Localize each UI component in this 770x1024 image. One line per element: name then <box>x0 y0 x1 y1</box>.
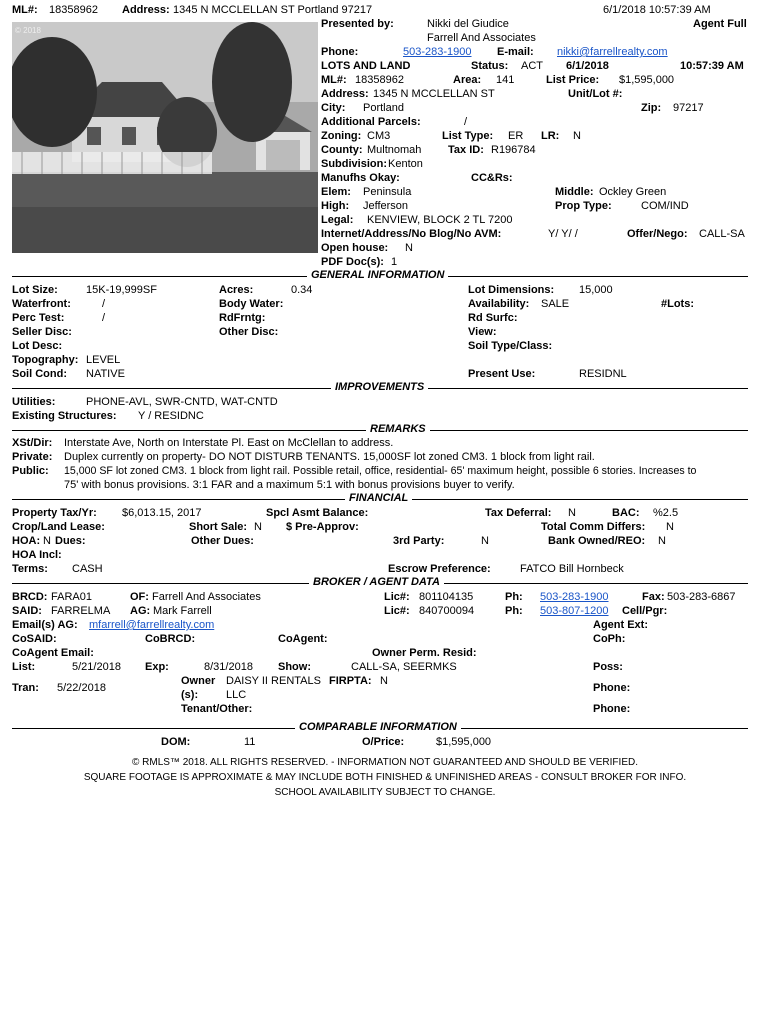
lot-size-value: 15K-19,999SF <box>86 284 157 296</box>
acres-label: Acres: <box>219 284 254 296</box>
offer-value: CALL-SA <box>699 228 745 240</box>
listing-ml-label: ML#: <box>321 74 347 86</box>
legal-value: KENVIEW, BLOCK 2 TL 7200 <box>367 214 513 226</box>
waterfront-value: / <box>102 298 106 310</box>
soil-cond-label: Soil Cond: <box>12 368 67 380</box>
short-sale-value: N <box>254 521 262 533</box>
property-tax-label: Property Tax/Yr: <box>12 507 97 519</box>
seller-disc-label: Seller Disc: <box>12 326 72 338</box>
coagent-email-label: CoAgent Email: <box>12 647 94 659</box>
license2-value: 840700094 <box>419 605 475 617</box>
financial-section-title: FINANCIAL <box>345 492 412 505</box>
license1-label: Lic#: <box>384 591 410 603</box>
ccrs-label: CC&Rs: <box>471 172 513 184</box>
internet-label: Internet/Address/No Blog/No AVM: <box>321 228 502 240</box>
office-label: OF: <box>130 591 149 603</box>
perc-test-value: / <box>102 312 106 324</box>
agent-ext-label: Agent Ext: <box>593 619 648 631</box>
acres-value: 0.34 <box>291 284 313 296</box>
elem-label: Elem: <box>321 186 351 198</box>
comparable-section-title: COMPARABLE INFORMATION <box>295 721 461 734</box>
owner-s-value: LLC <box>226 689 247 701</box>
show-value: CALL-SA, SEERMKS <box>351 661 457 673</box>
view-label: View: <box>468 326 497 338</box>
presenter-role: Agent Full <box>693 18 747 30</box>
rd-surfc-label: Rd Surfc: <box>468 312 518 324</box>
oprice-value: $1,595,000 <box>436 736 492 748</box>
agent-emails-label: Email(s) AG: <box>12 619 78 631</box>
listing-address-label: Address: <box>321 88 369 100</box>
utilities-label: Utilities: <box>12 396 56 408</box>
oprice-label: O/Price: <box>362 736 405 748</box>
tenant-phone-label: Phone: <box>593 703 631 715</box>
owner-s-label: (s): <box>181 689 199 701</box>
listing-type: LOTS AND LAND <box>321 60 411 72</box>
status-time: 10:57:39 AM <box>680 60 744 72</box>
license1-value: 801104135 <box>419 591 474 603</box>
utilities-value: PHONE-AVL, SWR-CNTD, WAT-CNTD <box>86 396 278 408</box>
status-value: ACT <box>521 60 543 72</box>
comm-differs-label: Total Comm Differs: <box>541 521 646 533</box>
list-date-label: List: <box>12 661 36 673</box>
ml-label: ML#: <box>12 4 38 16</box>
tenant-label: Tenant/Other: <box>181 703 253 715</box>
tran-date-value: 5/22/2018 <box>57 682 106 694</box>
coph-label: CoPh: <box>593 633 626 645</box>
lr-label: LR: <box>541 130 560 142</box>
email-label: E-mail: <box>497 46 534 58</box>
lr-value: N <box>573 130 581 142</box>
ml-number: 18358962 <box>49 4 98 16</box>
public-remarks-line1: 15,000 SF lot zoned CM3. 1 block from light rail. Possible retail, office, residential- 65' maximum height, possible 6 stories. Increases to <box>64 465 697 477</box>
existing-structures-label: Existing Structures: <box>12 410 117 422</box>
bank-owned-label: Bank Owned/REO: <box>548 535 646 547</box>
lot-dimensions-value: 15,000 <box>579 284 613 296</box>
hoa-label: HOA: <box>12 535 41 547</box>
tax-id-value: R196784 <box>491 144 536 156</box>
footer-school: SCHOOL AVAILABILITY SUBJECT TO CHANGE. <box>274 787 496 798</box>
xst-value: Interstate Ave, North on Interstate Pl. East on McClellan to address. <box>64 437 394 449</box>
county-label: County: <box>321 144 363 156</box>
broker-section-title: BROKER / AGENT DATA <box>309 576 444 589</box>
third-party-value: N <box>481 535 489 547</box>
agent-label: AG: <box>130 605 151 617</box>
county-value: Multnomah <box>367 144 422 156</box>
listing-ml-value: 18358962 <box>355 74 404 86</box>
list-type-value: ER <box>508 130 524 142</box>
zoning-label: Zoning: <box>321 130 362 142</box>
third-party-label: 3rd Party: <box>393 535 445 547</box>
area-value: 141 <box>496 74 515 86</box>
brcd-label: BRCD: <box>12 591 48 603</box>
cobrcd-label: CoBRCD: <box>145 633 196 645</box>
present-use-label: Present Use: <box>468 368 536 380</box>
phone-link[interactable]: 503-283-1900 <box>403 46 472 58</box>
address-value: 1345 N MCCLELLAN ST Portland 97217 <box>173 4 373 16</box>
middle-label: Middle: <box>555 186 594 198</box>
cell-pgr-label: Cell/Pgr: <box>622 605 668 617</box>
footer-square-footage: SQUARE FOOTAGE IS APPROXIMATE & MAY INCLUDE BOTH FINISHED & UNFINISHED AREAS - CONSULT BROKER FOR INFO. <box>83 772 687 783</box>
comm-differs-value: N <box>666 521 674 533</box>
agent-value: Mark Farrell <box>153 605 212 617</box>
subdivision-label: Subdivision: <box>321 158 387 170</box>
phone1-label: Ph: <box>505 591 523 603</box>
license2-label: Lic#: <box>384 605 410 617</box>
presenter-name: Nikki del Giudice <box>427 18 509 30</box>
internet-value: Y/ Y/ / <box>548 228 578 240</box>
fax-label: Fax: <box>642 591 665 603</box>
private-label: Private: <box>12 451 53 463</box>
brcd-value: FARA01 <box>51 591 92 603</box>
topography-value: LEVEL <box>86 354 121 366</box>
house-image <box>12 22 318 253</box>
area-label: Area: <box>453 74 482 86</box>
status-label: Status: <box>471 60 509 72</box>
lot-size-label: Lot Size: <box>12 284 58 296</box>
lot-desc-label: Lot Desc: <box>12 340 63 352</box>
tax-deferral-value: N <box>568 507 576 519</box>
property-photo <box>12 22 318 253</box>
prop-type-value: COM/IND <box>641 200 689 212</box>
poss-label: Poss: <box>593 661 623 673</box>
additional-parcels-label: Additional Parcels: <box>321 116 421 128</box>
other-dues-label: Other Dues: <box>191 535 254 547</box>
owner-perm-resid-label: Owner Perm. Resid: <box>372 647 477 659</box>
escrow-value: FATCO Bill Hornbeck <box>520 563 624 575</box>
list-type-label: List Type: <box>442 130 494 142</box>
general-section-title: GENERAL INFORMATION <box>307 269 448 282</box>
escrow-label: Escrow Preference: <box>388 563 491 575</box>
other-disc-label: Other Disc: <box>219 326 279 338</box>
address-label: Address: <box>122 4 170 16</box>
exp-date-value: 8/31/2018 <box>204 661 253 673</box>
office-value: Farrell And Associates <box>152 591 261 603</box>
terms-value: CASH <box>72 563 103 575</box>
soil-cond-value: NATIVE <box>86 368 125 380</box>
print-datetime: 6/1/2018 10:57:39 AM <box>603 4 711 16</box>
open-house-label: Open house: <box>321 242 389 254</box>
exp-date-label: Exp: <box>145 661 169 673</box>
private-remarks: Duplex currently on property- DO NOT DISTURB TENANTS. 15,000SF lot zoned CM3. 1 block from light rail. <box>64 451 595 463</box>
present-use-value: RESIDNL <box>579 368 627 380</box>
pdf-value: 1 <box>391 256 398 268</box>
photo-stamp: © 2018 <box>15 26 41 35</box>
office-phone-link[interactable]: 503-283-1900 <box>540 591 609 603</box>
improvements-section-title: IMPROVEMENTS <box>331 381 428 394</box>
firpta-label: FIRPTA: <box>329 675 372 687</box>
lot-dimensions-label: Lot Dimensions: <box>468 284 555 296</box>
agent-email-link[interactable]: mfarrell@farrellrealty.com <box>89 619 215 631</box>
rdfrntg-label: RdFrntg: <box>219 312 266 324</box>
high-value: Jefferson <box>363 200 409 212</box>
xst-label: XSt/Dir: <box>12 437 53 449</box>
firpta-value: N <box>380 675 388 687</box>
zip-value: 97217 <box>673 102 704 114</box>
hoa-value: N <box>43 535 51 547</box>
dues-label: Dues: <box>55 535 86 547</box>
terms-label: Terms: <box>12 563 48 575</box>
city-label: City: <box>321 102 346 114</box>
bank-owned-value: N <box>658 535 666 547</box>
pre-approv-label: $ Pre-Approv: <box>286 521 359 533</box>
listing-address-value: 1345 N MCCLELLAN ST <box>373 88 495 100</box>
waterfront-label: Waterfront: <box>12 298 71 310</box>
email-link[interactable]: nikki@farrellrealty.com <box>557 46 668 58</box>
coagent-label: CoAgent: <box>278 633 328 645</box>
said-value: FARRELMA <box>51 605 111 617</box>
city-value: Portland <box>363 102 404 114</box>
spcl-asmt-label: Spcl Asmt Balance: <box>266 507 369 519</box>
perc-test-label: Perc Test: <box>12 312 65 324</box>
said-label: SAID: <box>12 605 42 617</box>
phone-label: Phone: <box>321 46 359 58</box>
phone2-label: Ph: <box>505 605 523 617</box>
property-tax-value: $6,013.15, 2017 <box>122 507 202 519</box>
public-remarks-line2: 75' with bonus provisions. 3:1 FAR and a maximum 5:1 with bonus provisions buyer to verify. <box>64 479 515 491</box>
presented-by-label: Presented by: <box>321 18 394 30</box>
bac-value: %2.5 <box>653 507 679 519</box>
existing-structures-value: Y / RESIDNC <box>138 410 204 422</box>
legal-label: Legal: <box>321 214 354 226</box>
remarks-section-title: REMARKS <box>366 423 430 436</box>
tran-date-label: Tran: <box>12 682 39 694</box>
lots-label: #Lots: <box>661 298 694 310</box>
owner-phone-label: Phone: <box>593 682 631 694</box>
list-price-label: List Price: <box>546 74 600 86</box>
owner-value: DAISY II RENTALS <box>226 675 321 687</box>
topography-label: Topography: <box>12 354 79 366</box>
owner-label: Owner <box>181 675 216 687</box>
pdf-label: PDF Doc(s): <box>321 256 384 268</box>
list-price-value: $1,595,000 <box>619 74 675 86</box>
footer-copyright: © RMLS™ 2018. ALL RIGHTS RESERVED. - INFORMATION NOT GUARANTEED AND SHOULD BE VERIFIED. <box>132 757 638 768</box>
tax-deferral-label: Tax Deferral: <box>485 507 552 519</box>
status-date: 6/1/2018 <box>566 60 609 72</box>
body-water-label: Body Water: <box>219 298 284 310</box>
dom-value: 11 <box>244 736 256 748</box>
tax-id-label: Tax ID: <box>448 144 484 156</box>
hoa-incl-label: HOA Incl: <box>12 549 62 561</box>
short-sale-label: Short Sale: <box>189 521 248 533</box>
show-label: Show: <box>278 661 311 673</box>
cosaid-label: CoSAID: <box>12 633 57 645</box>
list-date-value: 5/21/2018 <box>72 661 121 673</box>
bac-label: BAC: <box>612 507 640 519</box>
manufhs-label: Manufhs Okay: <box>321 172 400 184</box>
high-label: High: <box>321 200 350 212</box>
additional-parcels-value: / <box>464 116 468 128</box>
availability-label: Availability: <box>468 298 530 310</box>
offer-label: Offer/Nego: <box>627 228 688 240</box>
crop-lease-label: Crop/Land Lease: <box>12 521 105 533</box>
zip-label: Zip: <box>641 102 662 114</box>
presenter-company: Farrell And Associates <box>427 32 536 44</box>
zoning-value: CM3 <box>367 130 391 142</box>
subdivision-value: Kenton <box>388 158 423 170</box>
middle-value: Ockley Green <box>599 186 667 198</box>
dom-label: DOM: <box>161 736 191 748</box>
availability-value: SALE <box>541 298 570 310</box>
open-house-value: N <box>405 242 413 254</box>
prop-type-label: Prop Type: <box>555 200 612 212</box>
soil-type-label: Soil Type/Class: <box>468 340 553 352</box>
public-label: Public: <box>12 465 49 477</box>
agent-phone-link[interactable]: 503-807-1200 <box>540 605 609 617</box>
elem-value: Peninsula <box>363 186 412 198</box>
fax-value: 503-283-6867 <box>667 591 736 603</box>
unit-label: Unit/Lot #: <box>568 88 623 100</box>
